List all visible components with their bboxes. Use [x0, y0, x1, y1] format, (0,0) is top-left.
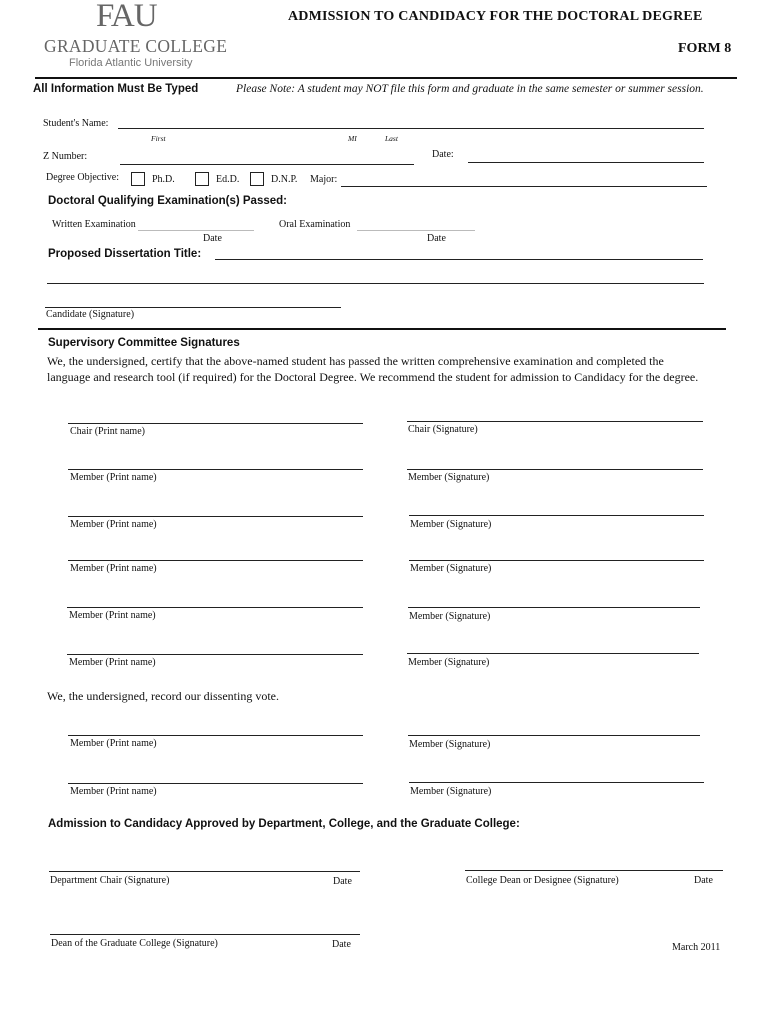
z-number-field[interactable]	[120, 164, 414, 165]
written-exam-date-caption: Date	[203, 233, 222, 244]
dissent2-print-line[interactable]	[68, 783, 363, 784]
phd-label: Ph.D.	[152, 174, 175, 185]
date-label: Date:	[432, 149, 454, 160]
member5-print-line[interactable]	[67, 654, 363, 655]
date-field[interactable]	[468, 162, 704, 163]
member4-signature-line[interactable]	[408, 607, 700, 608]
candidate-signature-field[interactable]	[45, 307, 341, 308]
dnp-label: D.N.P.	[271, 174, 298, 185]
college-dean-signature-caption: College Dean or Designee (Signature)	[466, 875, 619, 886]
graduate-college-wordmark: GRADUATE COLLEGE	[44, 36, 228, 56]
grad-dean-signature-line[interactable]	[50, 934, 360, 935]
member4-signature-caption: Member (Signature)	[409, 611, 491, 622]
member4-print-caption: Member (Print name)	[69, 610, 156, 621]
member3-signature-line[interactable]	[409, 560, 704, 561]
dissent1-print-caption: Member (Print name)	[70, 738, 157, 749]
fau-logo	[44, 0, 228, 70]
member1-signature-line[interactable]	[407, 469, 703, 470]
z-number-label: Z Number:	[43, 151, 88, 162]
semester-note: Please Note: A student may NOT file this form and graduate in the same semester or summer session.	[236, 83, 704, 95]
dissent1-signature-caption: Member (Signature)	[409, 739, 491, 750]
major-field[interactable]	[341, 186, 707, 187]
dissent1-signature-line[interactable]	[408, 735, 700, 736]
written-exam-label: Written Examination	[52, 219, 136, 230]
phd-checkbox[interactable]	[131, 172, 145, 186]
fau-logo-mark: FAU	[96, 0, 157, 34]
member3-signature-caption: Member (Signature)	[410, 563, 492, 574]
written-exam-date-field[interactable]	[138, 230, 254, 231]
first-name-caption: First	[151, 134, 166, 143]
dissent2-signature-line[interactable]	[409, 782, 704, 783]
grad-dean-signature-caption: Dean of the Graduate College (Signature)	[51, 938, 218, 949]
member1-signature-caption: Member (Signature)	[408, 472, 490, 483]
member2-signature-caption: Member (Signature)	[410, 519, 492, 530]
member1-print-line[interactable]	[68, 469, 363, 470]
dissertation-title-field-1[interactable]	[215, 259, 703, 260]
dissertation-title-field-2[interactable]	[47, 283, 704, 284]
oral-exam-label: Oral Examination	[279, 219, 351, 230]
edd-checkbox[interactable]	[195, 172, 209, 186]
committee-heading: Supervisory Committee Signatures	[48, 337, 240, 349]
dept-chair-signature-line[interactable]	[49, 871, 360, 872]
revision-date: March 2011	[672, 942, 721, 953]
member3-print-caption: Member (Print name)	[70, 563, 157, 574]
chair-print-line[interactable]	[68, 423, 363, 424]
member2-print-caption: Member (Print name)	[70, 519, 157, 530]
candidate-signature-caption: Candidate (Signature)	[46, 309, 135, 320]
middle-initial-caption: MI	[348, 134, 357, 143]
member4-print-line[interactable]	[67, 607, 363, 608]
member5-signature-line[interactable]	[407, 653, 699, 654]
chair-signature-caption: Chair (Signature)	[408, 424, 478, 435]
header-rule	[35, 77, 737, 79]
member1-print-caption: Member (Print name)	[70, 472, 157, 483]
university-name: Florida Atlantic University	[69, 57, 193, 69]
member5-print-caption: Member (Print name)	[69, 657, 156, 668]
oral-exam-date-caption: Date	[427, 233, 446, 244]
dnp-checkbox[interactable]	[250, 172, 264, 186]
college-dean-date-caption: Date	[694, 875, 713, 886]
approval-heading: Admission to Candidacy Approved by Department, College, and the Graduate College:	[48, 818, 520, 830]
typed-notice: All Information Must Be Typed	[33, 83, 199, 95]
dissent-statement: We, the undersigned, record our dissenting vote.	[47, 689, 279, 703]
dissent1-print-line[interactable]	[68, 735, 363, 736]
member2-print-line[interactable]	[68, 516, 363, 517]
member2-signature-line[interactable]	[409, 515, 704, 516]
chair-signature-line[interactable]	[407, 421, 703, 422]
edd-label: Ed.D.	[216, 174, 240, 185]
dept-chair-signature-caption: Department Chair (Signature)	[50, 875, 170, 886]
section-divider	[38, 328, 726, 330]
committee-statement: We, the undersigned, certify that the above-named student has passed the written comprehensive examination and completed the language and research tool (if required) for the Doctoral Degree. We recommend the student for admission to Candidacy for the degree.	[47, 354, 699, 384]
degree-objective-label: Degree Objective:	[46, 172, 120, 183]
major-label: Major:	[310, 174, 338, 185]
grad-dean-date-caption: Date	[332, 939, 351, 950]
member5-signature-caption: Member (Signature)	[408, 657, 490, 668]
chair-print-caption: Chair (Print name)	[70, 426, 145, 437]
form-number: FORM 8	[678, 41, 732, 56]
dissent2-print-caption: Member (Print name)	[70, 786, 157, 797]
student-name-field[interactable]	[118, 128, 704, 129]
last-name-caption: Last	[385, 134, 398, 143]
dissent2-signature-caption: Member (Signature)	[410, 786, 492, 797]
dept-chair-date-caption: Date	[333, 876, 352, 887]
student-name-label: Student's Name:	[43, 118, 109, 129]
dissertation-title-label: Proposed Dissertation Title:	[48, 248, 202, 260]
oral-exam-date-field[interactable]	[357, 230, 475, 231]
form-title: ADMISSION TO CANDIDACY FOR THE DOCTORAL DEGREE	[288, 9, 703, 24]
member3-print-line[interactable]	[68, 560, 363, 561]
qualifying-exam-heading: Doctoral Qualifying Examination(s) Passed:	[48, 195, 287, 207]
college-dean-signature-line[interactable]	[465, 870, 723, 871]
